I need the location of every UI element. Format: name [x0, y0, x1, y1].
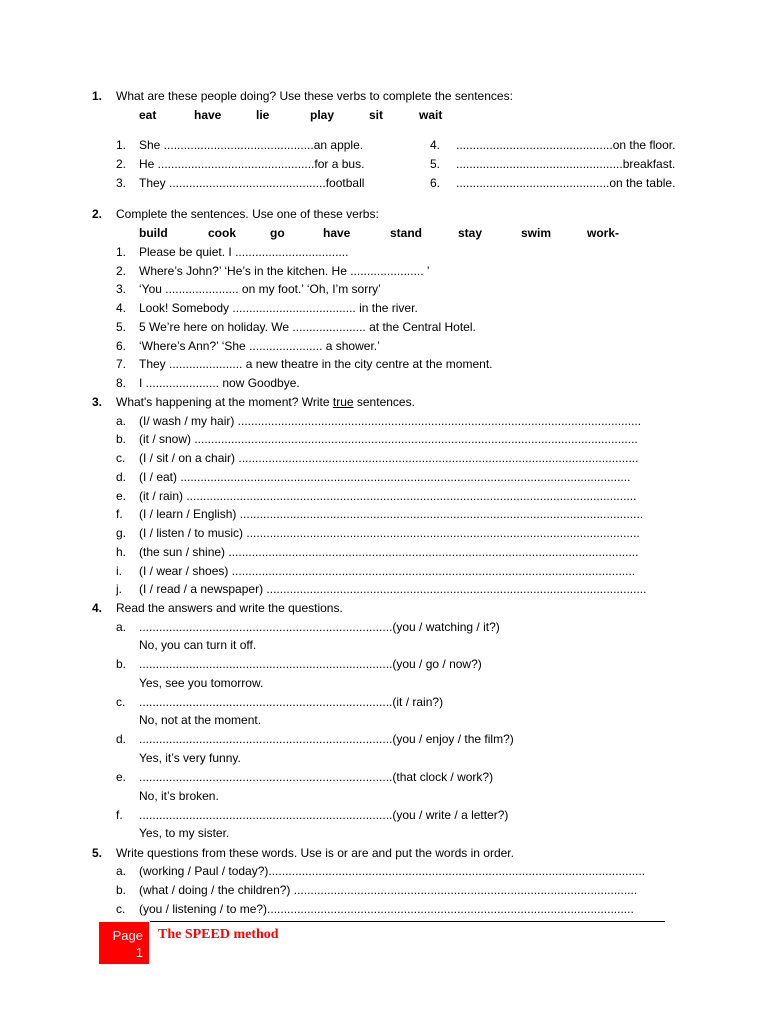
s2-item-4-text: Look! Somebody ..................................... in the river.	[139, 301, 418, 315]
s1-right-5-text: ..................................................breakfast.	[456, 157, 676, 171]
word-have-2: have	[323, 226, 351, 240]
s4-item-d-answer: Yes, it’s very funny.	[139, 751, 241, 765]
s5-item-c-text: (you / listening / to me?)..............................................................................................................	[139, 902, 634, 916]
s3-item-b-num: b.	[116, 432, 127, 446]
word-build: build	[139, 226, 168, 240]
s2-item-4-num: 4.	[116, 301, 127, 315]
s2-item-7-num: 7.	[116, 357, 127, 371]
page-label: Page	[112, 928, 143, 943]
section-3-instruction-underlined: true	[332, 395, 354, 409]
s3-item-h-num: h.	[116, 545, 127, 559]
word-stand: stand	[390, 226, 423, 240]
s3-item-d-text: (I / eat) .......................................................................................................................................	[139, 470, 631, 484]
s5-item-b-text: (what / doing / the children?) .......................................................................................................	[139, 883, 638, 897]
s5-item-b-num: b.	[116, 883, 127, 897]
s4-item-e-answer: No, it’s broken.	[139, 789, 219, 803]
footer-divider	[150, 921, 665, 922]
section-2-number: 2.	[92, 207, 103, 221]
section-5-instruction: Write questions from these words. Use is or are and put the words in order.	[116, 846, 514, 860]
s4-item-c-num: c.	[116, 695, 126, 709]
s4-item-f-question: ............................................................................(you / write / a letter?)	[139, 808, 509, 822]
word-stay: stay	[458, 226, 483, 240]
s1-right-6-text: ..............................................on the table.	[456, 176, 676, 190]
s3-item-j-text: (I / read / a newspaper) ..................................................................................................................	[139, 582, 647, 596]
page-number-label	[100, 927, 143, 961]
s1-left-2-num: 2.	[116, 157, 127, 171]
s1-left-1-num: 1.	[116, 138, 127, 152]
word-sit: sit	[369, 108, 384, 122]
s3-item-c-num: c.	[116, 451, 126, 465]
s1-left-2-text: He ...............................................for a bus.	[139, 157, 365, 171]
s2-item-8-text: I ...................... now Goodbye.	[139, 376, 300, 390]
s4-item-a-answer: No, you can turn it off.	[139, 638, 257, 652]
word-eat: eat	[139, 108, 157, 122]
s2-item-1-num: 1.	[116, 245, 127, 259]
s2-item-3-text: ‘You ...................... on my foot.’ ‘Oh, I’m sorry’	[139, 282, 381, 296]
s1-left-3-text: They ...............................................football	[139, 176, 365, 190]
s1-right-4-num: 4.	[430, 138, 441, 152]
s3-item-e-text: (it / rain) .......................................................................................................................................	[139, 489, 637, 503]
section-1-instruction: What are these people doing? Use these verbs to complete the sentences:	[116, 89, 513, 103]
s4-item-c-answer: No, not at the moment.	[139, 713, 262, 727]
s3-item-j-num: j.	[116, 582, 122, 596]
s4-item-d-num: d.	[116, 732, 127, 746]
s2-item-5-text: 5 We’re here on holiday. We ...................... at the Central Hotel.	[139, 320, 476, 334]
s3-item-d-num: d.	[116, 470, 127, 484]
s2-item-3-num: 3.	[116, 282, 127, 296]
section-1-number: 1.	[92, 89, 103, 103]
footer-title: The SPEED method	[158, 927, 279, 942]
s4-item-f-answer: Yes, to my sister.	[139, 826, 230, 840]
s3-item-f-text: (I / learn / English) .........................................................................................................................	[139, 507, 644, 521]
section-4-instruction: Read the answers and write the questions.	[116, 601, 343, 615]
s3-item-a-num: a.	[116, 414, 127, 428]
s4-item-e-num: e.	[116, 770, 127, 784]
s5-item-a-text: (working / Paul / today?).................................................................................................................	[139, 864, 646, 878]
s3-item-e-num: e.	[116, 489, 127, 503]
s1-left-3-num: 3.	[116, 176, 127, 190]
s4-item-b-answer: Yes, see you tomorrow.	[139, 676, 264, 690]
page-number: 1	[135, 945, 143, 960]
s4-item-b-num: b.	[116, 657, 127, 671]
s2-item-1-text: Please be quiet. I ..................................	[139, 245, 349, 259]
s3-item-h-text: (the sun / shine) ...........................................................................................................................	[139, 545, 639, 559]
s2-item-7-text: They ...................... a new theatre in the city centre at the moment.	[139, 357, 493, 371]
section-3-instruction-pre: What's happening at the moment? Write	[116, 395, 333, 409]
section-3-number: 3.	[92, 395, 103, 409]
word-lie: lie	[256, 108, 270, 122]
word-work: work-	[587, 226, 620, 240]
s4-item-d-question: ............................................................................(you / enjoy / the film?)	[139, 732, 514, 746]
s4-item-a-num: a.	[116, 620, 127, 634]
s2-item-5-num: 5.	[116, 320, 127, 334]
section-2-instruction: Complete the sentences. Use one of these verbs:	[116, 207, 379, 221]
section-5-number: 5.	[92, 846, 103, 860]
word-go: go	[270, 226, 285, 240]
s3-item-g-num: g.	[116, 526, 127, 540]
word-wait: wait	[419, 108, 443, 122]
s1-right-6-num: 6.	[430, 176, 441, 190]
s4-item-f-num: f.	[116, 808, 123, 822]
s5-item-a-num: a.	[116, 864, 127, 878]
s3-item-b-text: (it / snow) .....................................................................................................................................	[139, 432, 638, 446]
word-swim: swim	[521, 226, 552, 240]
s4-item-b-question: ............................................................................(you / go / now?)	[139, 657, 482, 671]
s2-item-6-num: 6.	[116, 339, 127, 353]
word-have: have	[194, 108, 222, 122]
s2-item-2-num: 2.	[116, 264, 127, 278]
s3-item-a-text: (I/ wash / my hair) .........................................................................................................................	[139, 414, 642, 428]
section-3-instruction-post: sentences.	[353, 395, 415, 409]
word-play: play	[310, 108, 335, 122]
s3-item-c-text: (I / sit / on a chair) ........................................................................................................................	[139, 451, 639, 465]
s3-item-f-num: f.	[116, 507, 123, 521]
section-3-instruction	[116, 395, 415, 409]
s1-right-4-text: ...............................................on the floor.	[456, 138, 676, 152]
s2-item-8-num: 8.	[116, 376, 127, 390]
word-cook: cook	[208, 226, 237, 240]
s2-item-2-text: Where’s John?’ ‘He’s in the kitchen. He ...................... ’	[139, 264, 430, 278]
s2-item-6-text: ‘Where’s Ann?’ ‘She ...................... a shower.’	[139, 339, 380, 353]
s4-item-e-question: ............................................................................(that clock / work?)	[139, 770, 494, 784]
s4-item-a-question: ............................................................................(you / watching / it?)	[139, 620, 500, 634]
section-4-number: 4.	[92, 601, 103, 615]
s3-item-i-num: i.	[116, 564, 122, 578]
s3-item-i-text: (I / wear / shoes) .........................................................................................................................	[139, 564, 636, 578]
s1-right-5-num: 5.	[430, 157, 441, 171]
s5-item-c-num: c.	[116, 902, 126, 916]
s4-item-c-question: ............................................................................(it / rain?)	[139, 695, 444, 709]
s1-left-1-text: She .............................................an apple.	[139, 138, 364, 152]
s3-item-g-text: (I / listen / to music) ......................................................................................................................	[139, 526, 640, 540]
